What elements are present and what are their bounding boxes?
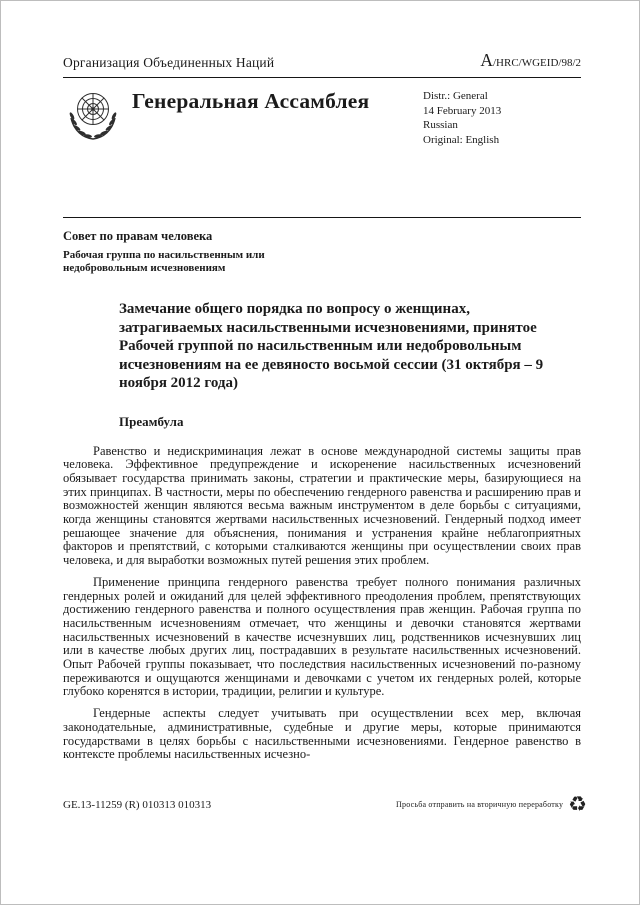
council-name: Совет по правам человека (63, 229, 213, 243)
header-rule-bottom (63, 217, 581, 218)
document-symbol (480, 50, 581, 71)
document-reference: GE.13-11259 (R) 010313 010313 (63, 798, 212, 811)
document-symbol-prefix: A (480, 50, 493, 70)
header-rule-top (63, 77, 581, 78)
document-body (1, 300, 639, 762)
paragraph: Гендерные аспекты следует учитывать при осуществлении всех мер, включая законодательные, административные, судебные и другие меры, которые принимаются государствами в целях борьбы с насильственными исчезновениями. Гендерное равенство в контексте проблемы насильственных исчезно- (63, 706, 581, 762)
organization-name: Организация Объединенных Наций (63, 55, 275, 70)
top-header-row (1, 1, 639, 71)
committee-block (1, 229, 639, 274)
paragraph: Равенство и недискриминация лежат в основе международной системы защиты прав человека. Эффективное предупреждение и искоренение насильственных исчезновений обязывает государства принимать законы, стратегии и практические меры, базирующиеся на этих принципах. В частности, меры по обеспечению гендерного равенства и расширению прав и возможностей женщин являются весьма важным инструментом в деле борьбы с ситуациями, когда женщины становятся жертвами насильственных исчезновений. Гендерный подход имеет решающее значение для объяснения, понимания и устранения крайне неблагоприятных факторов и препятствий, с которыми сталкиваются женщины при осуществлении своих прав человека, и для выработки возможных путей решения этих проблем. (63, 443, 581, 568)
distr-line: Distr.: General (423, 90, 488, 102)
recycle-notice (396, 794, 587, 815)
recycle-note-text: Просьба отправить на вторичную переработку (396, 800, 564, 809)
document-title: Замечание общего порядка по вопросу о женщинах, затрагиваемых насильственными исчезновениями, принятое Рабочей группой по насильственным или недобровольным исчезновениям на ее девяносто восьмой сессии (31 октября – 9 ноября 2012 года) (119, 301, 544, 391)
document-symbol-rest: /HRC/WGEID/98/2 (493, 57, 581, 69)
distribution-block (423, 89, 581, 147)
paragraph: Применение принципа гендерного равенства требует полного понимания различных гендерных ролей и ожиданий для целей эффективного преодоления проблем, препятствующих достижению гендерного равенства и полного осуществления прав женщин. Рабочая группа по насильственным исчезновениям отмечает, что женщины и девочки становятся жертвами насильственных исчезновений в качестве исчезнувших лиц, родственников исчезнувших лиц или в качестве любых других лиц, пострадавших в результате насильственных исчезновений. Опыт Рабочей группы показывает, что последствия насильственных исчезновений по-разному переживаются и ощущаются женщинами и девочками с учетом их гендерных ролей, которые глубоко коренятся в истории, традиции, религии и культуре. (63, 574, 581, 699)
section-heading-preamble: Преамбула (119, 413, 184, 429)
assembly-title: Генеральная Ассамблея (132, 89, 370, 113)
distr-language: Russian (423, 119, 458, 131)
un-emblem-icon (63, 87, 123, 145)
working-group-name: Рабочая группа по насильственным или недобровольным исчезновениям (63, 249, 265, 274)
distr-original: Original: English (423, 133, 500, 146)
recycle-icon: ♻ (568, 792, 587, 816)
distr-date: 14 February 2013 (423, 104, 502, 117)
masthead (1, 87, 639, 147)
page-footer (63, 794, 587, 815)
body-text (63, 445, 581, 762)
